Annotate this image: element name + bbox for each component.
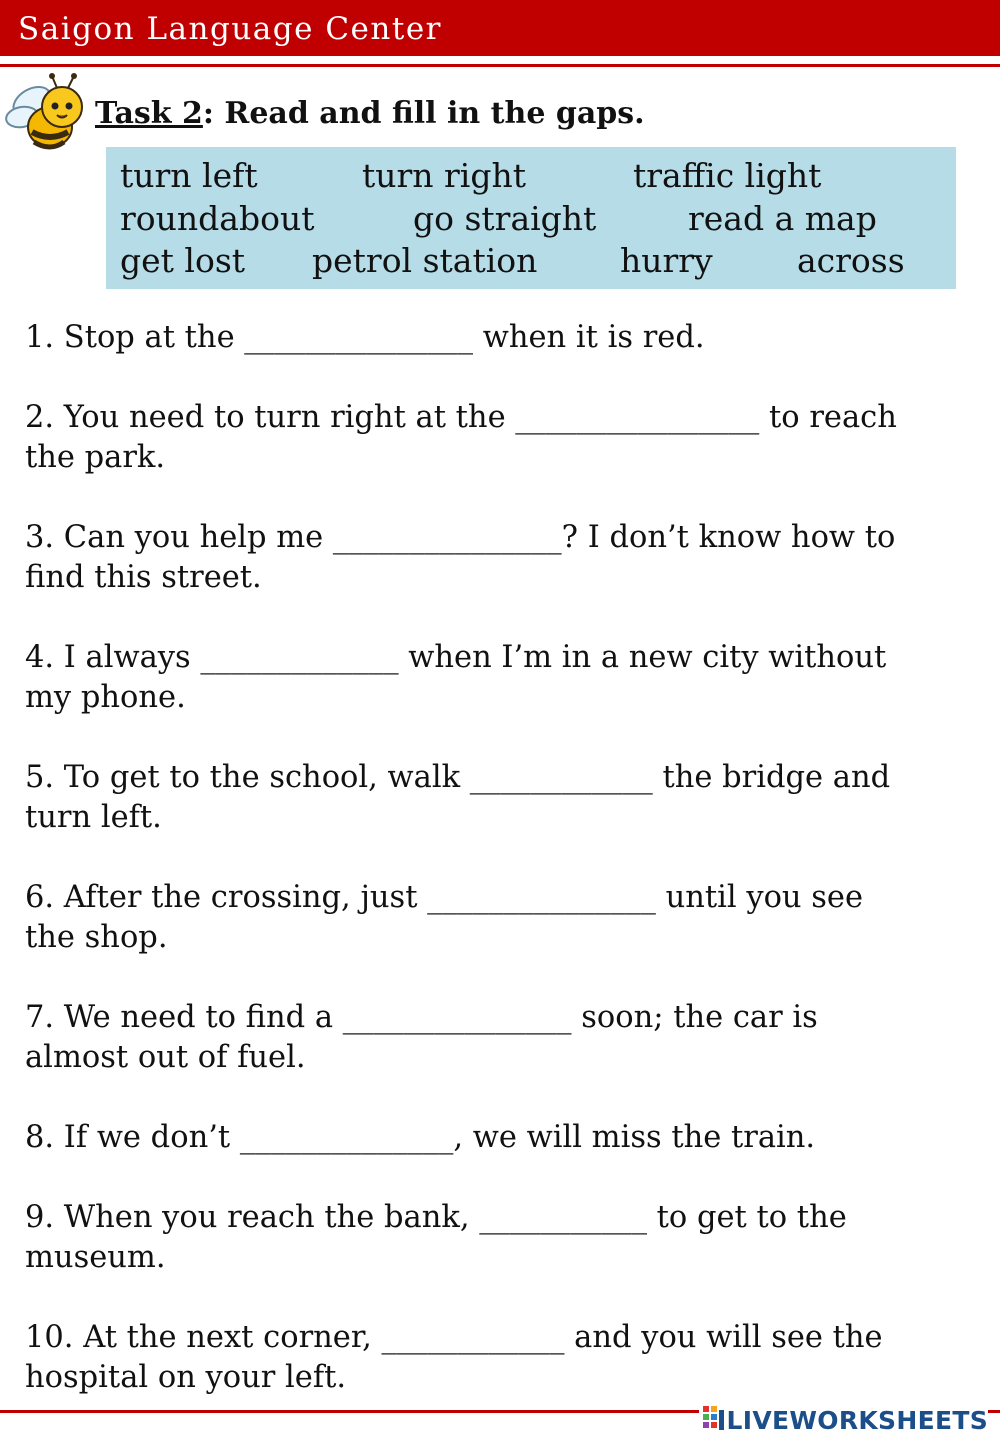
question-line: museum. (25, 1240, 166, 1275)
question-line: 3. Can you help me _______________? I don’t know how to (25, 520, 896, 555)
question-item[interactable] (25, 1198, 985, 1278)
question-item[interactable] (25, 1318, 985, 1398)
logo-text: LIVEWORKSHEETS (726, 1405, 988, 1435)
question-line: almost out of fuel. (25, 1040, 306, 1075)
question-item[interactable] (25, 998, 985, 1078)
question-item[interactable] (25, 318, 985, 358)
page-title: Saigon Language Center (18, 11, 442, 47)
task-instruction: : Read and fill in the gaps. (202, 96, 645, 131)
word-bank-item: turn right (362, 156, 527, 195)
question-line: 1. Stop at the _______________ when it is red. (25, 320, 705, 355)
question-line: 2. You need to turn right at the ________________ to reach (25, 400, 897, 435)
bee-icon (2, 72, 88, 158)
word-bank-item: petrol station (312, 241, 538, 280)
word-bank-item: hurry (620, 241, 713, 280)
question-line: 7. We need to find a _______________ soon; the car is (25, 1000, 818, 1035)
question-line: the shop. (25, 920, 168, 955)
word-bank-item: get lost (120, 241, 246, 280)
header-divider (0, 64, 1000, 67)
question-line: find this street. (25, 560, 262, 595)
liveworksheets-logo[interactable] (699, 1402, 988, 1438)
question-line: hospital on your left. (25, 1360, 347, 1395)
liveworksheets-icon (703, 1406, 725, 1434)
question-line: 4. I always _____________ when I’m in a new city without (25, 640, 887, 675)
question-item[interactable] (25, 878, 985, 958)
word-bank-item: go straight (413, 199, 597, 238)
question-line: 5. To get to the school, walk ____________ the bridge and (25, 760, 891, 795)
question-line: 8. If we don’t ______________, we will miss the train. (25, 1120, 816, 1155)
word-bank-item: read a map (688, 199, 877, 238)
word-bank (106, 147, 956, 289)
word-bank-item: turn left (120, 156, 258, 195)
header-bar (0, 0, 1000, 56)
question-item[interactable] (25, 638, 985, 718)
question-item[interactable] (25, 398, 985, 478)
question-line: 6. After the crossing, just _______________ until you see (25, 880, 864, 915)
task-heading (95, 97, 645, 130)
question-line: turn left. (25, 800, 162, 835)
word-bank-item: roundabout (120, 199, 315, 238)
question-item[interactable] (25, 758, 985, 838)
word-bank-item: across (797, 241, 905, 280)
question-item[interactable] (25, 1118, 985, 1158)
question-line: my phone. (25, 680, 186, 715)
question-line: 9. When you reach the bank, ___________ to get to the (25, 1200, 847, 1235)
task-label: Task 2 (95, 96, 203, 131)
question-item[interactable] (25, 518, 985, 598)
question-line: the park. (25, 440, 166, 475)
question-line: 10. At the next corner, ____________ and you will see the (25, 1320, 883, 1355)
word-bank-item: traffic light (633, 156, 822, 195)
